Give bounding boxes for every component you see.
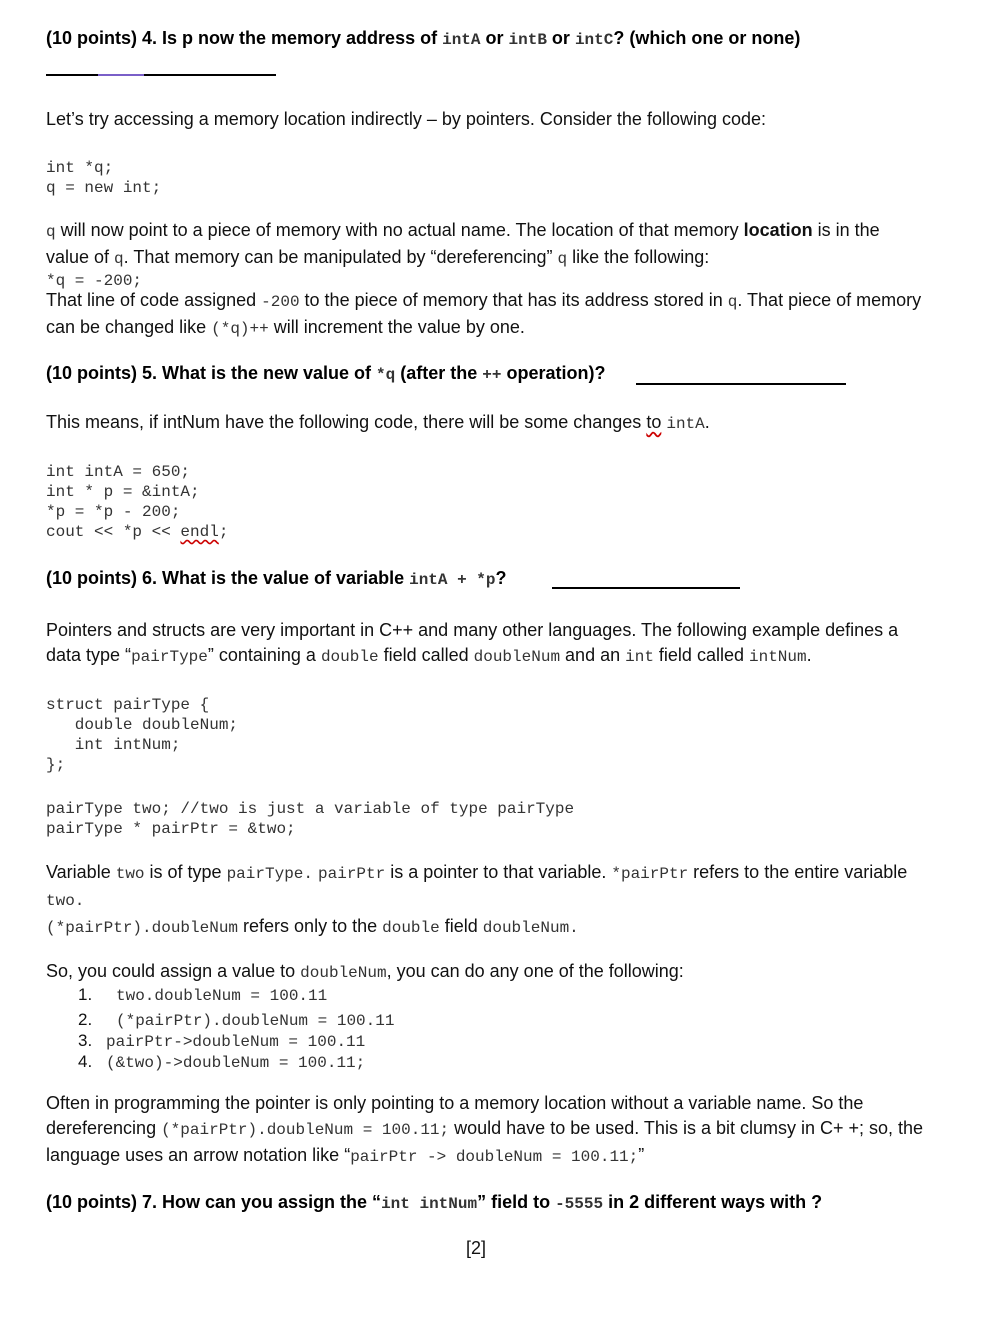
paragraph-4: Pointers and structs are very important in C++ and many other languages. The following example defines a data type “pairType” containing a double field called doubleNum and an int field called intNum. — [46, 620, 899, 666]
code-block-3: int intA = 650; int * p = &intA; *p = *p - 200; cout << *p << endl; — [46, 463, 229, 541]
assignment-list — [78, 985, 394, 1073]
paragraph-6: So, you could assign a value to doubleNum, you can do any one of the following: — [46, 961, 684, 982]
question-7: (10 points) 7. How can you assign the “int intNum” field to -5555 in 2 different ways with ? — [46, 1192, 823, 1213]
question-6: (10 points) 6. What is the value of variable intA + *p? — [46, 568, 507, 589]
answer-cursor-mark — [98, 74, 144, 76]
question-5: (10 points) 5. What is the new value of *q (after the ++ operation)? — [46, 363, 606, 384]
code-block-struct: struct pairType { double doubleNum; int intNum; }; — [46, 696, 239, 774]
paragraph-2: That line of code assigned -200 to the piece of memory that has its address stored in q. That piece of memory can be changed like (*q)++ will increment the value by one. — [46, 290, 922, 338]
code-block-1: int *q; q = new int; — [46, 159, 162, 197]
paragraph-3: This means, if intNum have the following code, there will be some changes to intA. — [46, 412, 710, 433]
list-item: 2. (*pairPtr).doubleNum = 100.11 — [78, 1010, 395, 1030]
paragraph-5: Variable two is of type pairType. pairPtr is a pointer to that variable. *pairPtr refers to the entire variable two. (*pairPtr).doubleNum refers only to the double field doubleNum. — [46, 862, 908, 937]
question-4: (10 points) 4. Is p now the memory address of intA or intB or intC? (which one or none) — [46, 28, 801, 49]
answer-blank-5 — [636, 383, 846, 385]
list-item: 1. two.doubleNum = 100.11 — [78, 985, 328, 1005]
code-block-2: *q = -200; — [46, 272, 143, 290]
answer-blank-4 — [46, 74, 276, 76]
list-item: 4. (&two)->doubleNum = 100.11; — [78, 1052, 366, 1072]
page-number: [2] — [465, 1238, 486, 1258]
paragraph-7: Often in programming the pointer is only pointing to a memory location without a variable name. So the dereferencing (*pairPtr).doubleNum = 100.11; would have to be used. This is a bit clumsy in C+ +; so, the language uses an arrow notation like “pairPtr -> doubleNum = 100.11;” — [46, 1093, 924, 1166]
intro-text: Let’s try accessing a memory location indirectly – by pointers. Consider the following code: — [46, 109, 767, 129]
list-item: 3. pairPtr->doubleNum = 100.11 — [78, 1031, 366, 1051]
code-block-5: pairType two; //two is just a variable of type pairType pairType * pairPtr = &two; — [46, 800, 575, 838]
answer-blank-6 — [552, 587, 740, 589]
paragraph-1: q will now point to a piece of memory with no actual name. The location of that memory location is in the value of q. That memory can be manipulated by “dereferencing” q like the following: — [46, 220, 880, 268]
